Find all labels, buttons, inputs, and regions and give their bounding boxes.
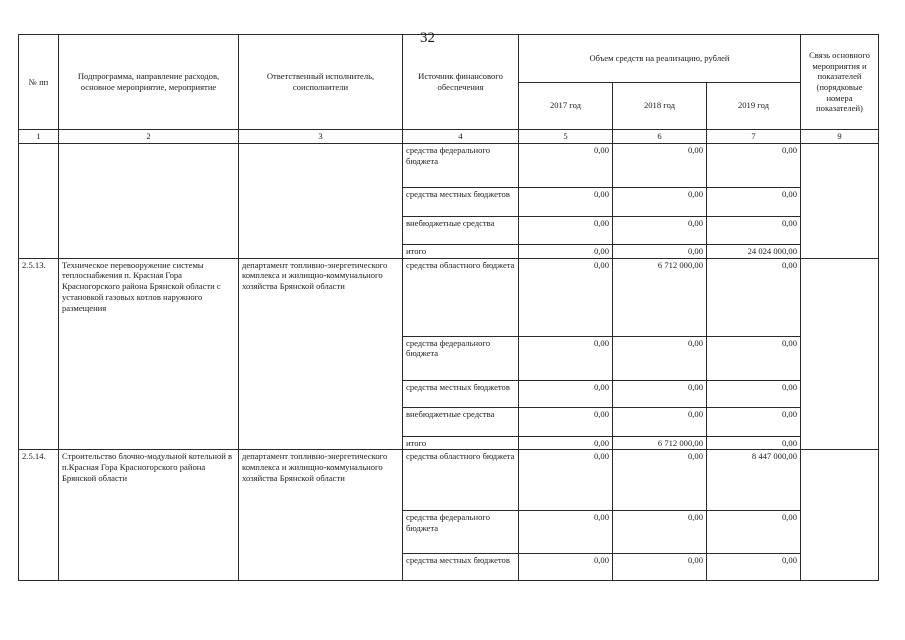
cell-executor: департамент топливно-энергетического комплекса и жилищно-коммунального хозяйства Брянской области: [239, 258, 403, 450]
cell-source: средства областного бюджета: [403, 450, 519, 511]
cell-value-2018: 0,00: [613, 188, 707, 217]
cell-value-2019: 0,00: [707, 336, 801, 380]
cell-value-2019: 0,00: [707, 407, 801, 436]
column-number: 9: [801, 130, 879, 144]
cell-source: средства местных бюджетов: [403, 188, 519, 217]
table-row: [19, 144, 879, 188]
cell-link: [801, 450, 879, 581]
header-col-no: № пп: [19, 35, 59, 130]
cell-value-2018: 0,00: [613, 380, 707, 407]
header-col-volume: Объем средств на реализацию, рублей: [519, 35, 801, 83]
cell-no: 2.5.14.: [19, 450, 59, 581]
cell-link: [801, 144, 879, 259]
cell-value-2018: 0,00: [613, 511, 707, 554]
cell-source: средства федерального бюджета: [403, 511, 519, 554]
cell-source: итого: [403, 436, 519, 450]
cell-value-2018: 0,00: [613, 336, 707, 380]
column-number: 3: [239, 130, 403, 144]
cell-source: средства местных бюджетов: [403, 554, 519, 581]
cell-value-2019: 24 024 000,00: [707, 245, 801, 259]
cell-value-2019: 0,00: [707, 217, 801, 245]
cell-value-2018: 6 712 000,00: [613, 258, 707, 336]
cell-source: внебюджетные средства: [403, 217, 519, 245]
cell-value-2018: 0,00: [613, 407, 707, 436]
cell-value-2019: 0,00: [707, 188, 801, 217]
header-col-link: Связь основного мероприятия и показателей (порядковые номера показателей): [801, 35, 879, 130]
cell-value-2017: 0,00: [519, 450, 613, 511]
cell-value-2019: 0,00: [707, 258, 801, 336]
table-row: [19, 258, 879, 336]
cell-source: внебюджетные средства: [403, 407, 519, 436]
header-year-2017: 2017 год: [519, 82, 613, 130]
cell-value-2019: 8 447 000,00: [707, 450, 801, 511]
cell-value-2017: 0,00: [519, 554, 613, 581]
column-number: 5: [519, 130, 613, 144]
column-number: 7: [707, 130, 801, 144]
cell-source: средства областного бюджета: [403, 258, 519, 336]
cell-source: средства федерального бюджета: [403, 144, 519, 188]
header-col-executor: Ответственный исполнитель, соисполнители: [239, 35, 403, 130]
cell-no: [19, 144, 59, 259]
header-row: [19, 35, 879, 83]
cell-value-2017: 0,00: [519, 144, 613, 188]
cell-value-2017: 0,00: [519, 436, 613, 450]
cell-executor: [239, 144, 403, 259]
header-year-2019: 2019 год: [707, 82, 801, 130]
header-col-program: Подпрограмма, направление расходов, основное мероприятие, мероприятие: [59, 35, 239, 130]
column-number: 1: [19, 130, 59, 144]
cell-value-2018: 0,00: [613, 144, 707, 188]
column-numbers-row: [19, 130, 879, 144]
header-col-source: Источник финансового обеспечения: [403, 35, 519, 130]
header-year-2018: 2018 год: [613, 82, 707, 130]
cell-value-2018: 0,00: [613, 450, 707, 511]
table-row: [19, 450, 879, 511]
cell-value-2019: 0,00: [707, 554, 801, 581]
cell-value-2018: 0,00: [613, 245, 707, 259]
page-number: 32: [420, 30, 435, 46]
cell-value-2017: 0,00: [519, 258, 613, 336]
cell-value-2017: 0,00: [519, 407, 613, 436]
cell-value-2017: 0,00: [519, 336, 613, 380]
column-number: 6: [613, 130, 707, 144]
cell-source: итого: [403, 245, 519, 259]
cell-value-2018: 6 712 000,00: [613, 436, 707, 450]
cell-value-2018: 0,00: [613, 217, 707, 245]
column-number: 2: [59, 130, 239, 144]
cell-value-2017: 0,00: [519, 511, 613, 554]
cell-executor: департамент топливно-энергетического комплекса и жилищно-коммунального хозяйства Брянской области: [239, 450, 403, 581]
cell-source: средства местных бюджетов: [403, 380, 519, 407]
cell-value-2019: 0,00: [707, 144, 801, 188]
cell-link: [801, 258, 879, 450]
cell-no: 2.5.13.: [19, 258, 59, 450]
budget-table: [18, 34, 879, 581]
cell-value-2019: 0,00: [707, 511, 801, 554]
cell-value-2017: 0,00: [519, 380, 613, 407]
cell-value-2017: 0,00: [519, 188, 613, 217]
cell-value-2018: 0,00: [613, 554, 707, 581]
cell-value-2019: 0,00: [707, 436, 801, 450]
cell-value-2017: 0,00: [519, 245, 613, 259]
cell-source: средства федерального бюджета: [403, 336, 519, 380]
cell-value-2019: 0,00: [707, 380, 801, 407]
cell-program: Строительство блочно-модульной котельной в п.Красная Гора Красногорского района Брянской области: [59, 450, 239, 581]
cell-program: Техническое перевооружение системы теплоснабжения п. Красная Гора Красногорского района Брянской области с установкой газовых котлов наружного размещения: [59, 258, 239, 450]
column-number: 4: [403, 130, 519, 144]
cell-value-2017: 0,00: [519, 217, 613, 245]
cell-program: [59, 144, 239, 259]
